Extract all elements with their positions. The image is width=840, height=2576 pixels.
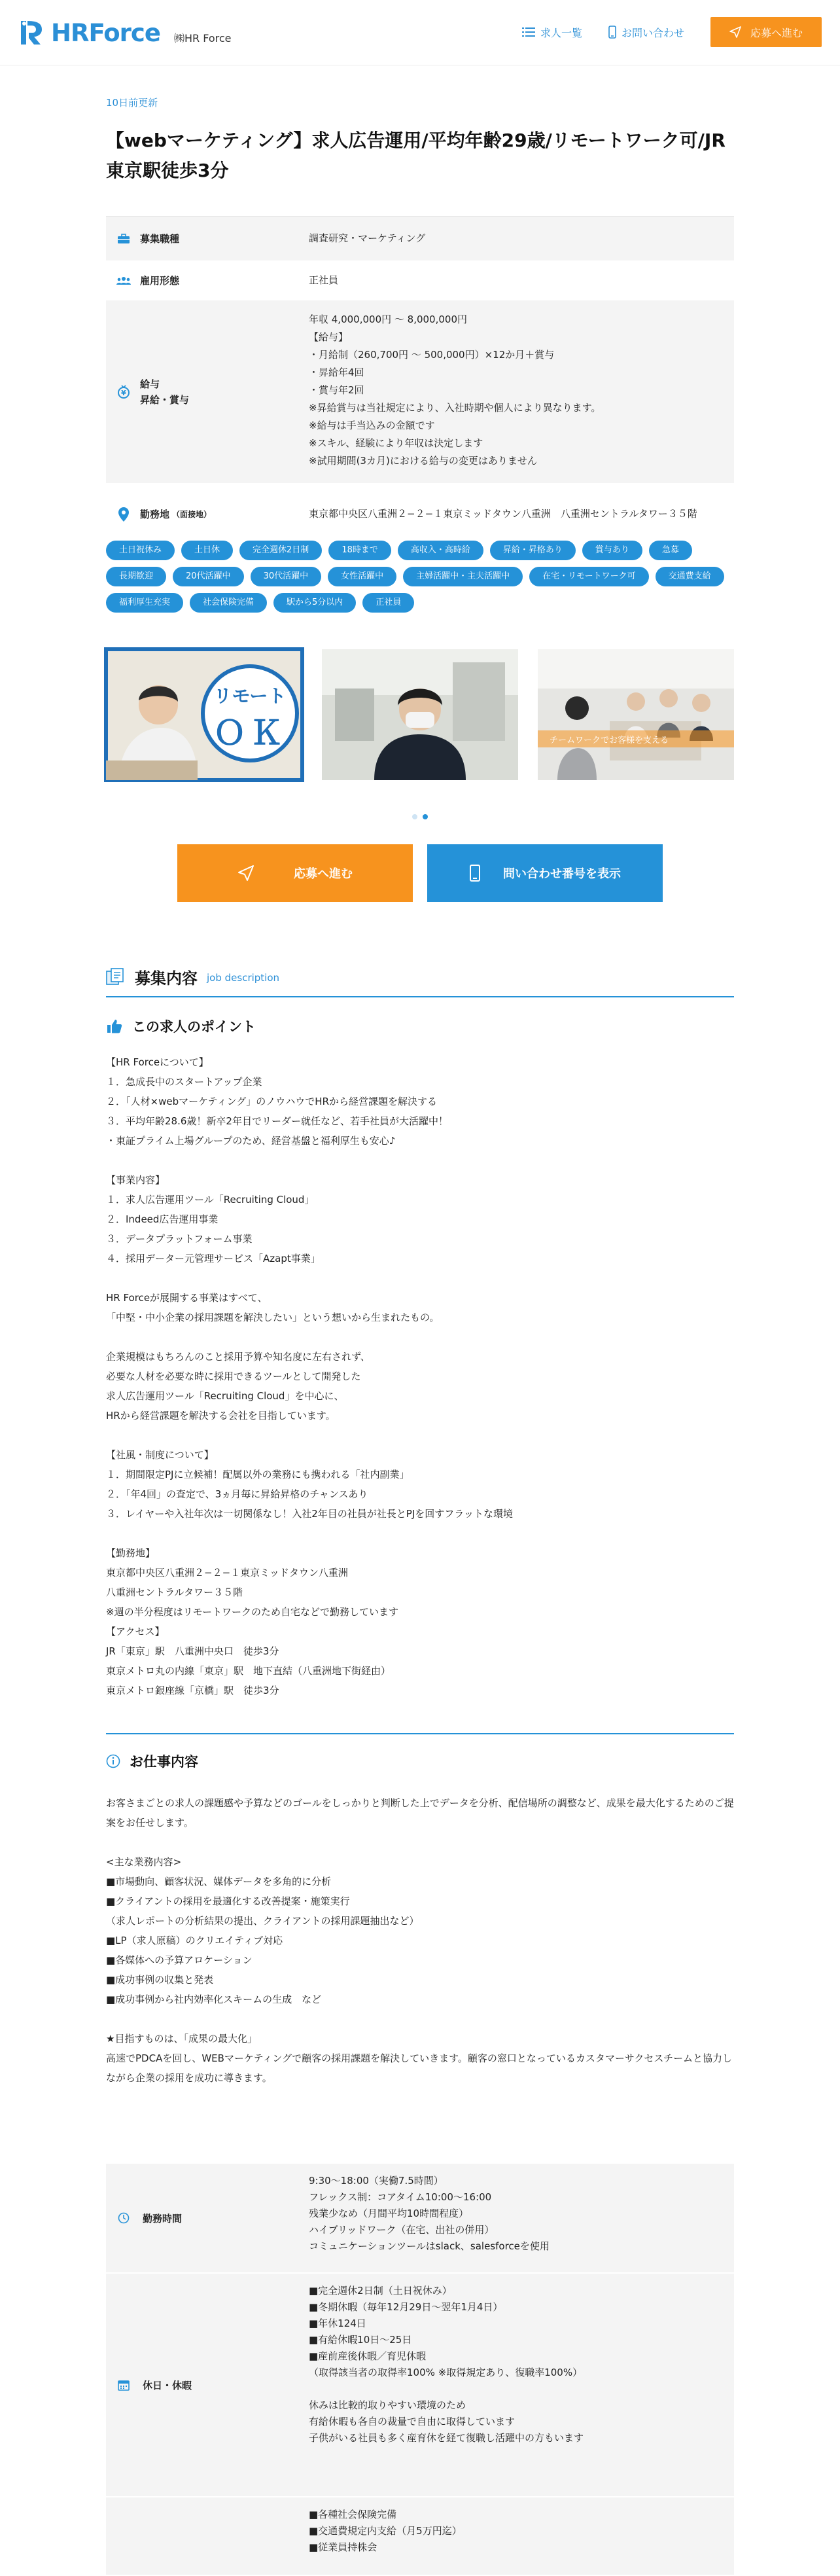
- salary-label-group: [140, 376, 189, 408]
- hours-label: 勤務時間: [143, 2212, 183, 2225]
- category-label-cell: [106, 217, 309, 260]
- location-sub-label: （面接地）: [172, 510, 212, 519]
- list-icon: [522, 27, 535, 37]
- hrforce-logo-icon: [18, 18, 47, 47]
- job-description-heading: [106, 957, 734, 997]
- remote-text: リモート: [213, 685, 287, 707]
- benefits-value: ■各種社会保険完備 ■交通費規定内支給（月5万円迄） ■従業員持株会: [309, 2509, 462, 2553]
- category-value: 調査研究・マーケティング: [309, 232, 426, 244]
- feature-tag: 長期歓迎: [106, 567, 166, 586]
- summary-row-category: [106, 217, 734, 261]
- salary-icon: [116, 385, 131, 399]
- employment-value: 正社員: [309, 274, 339, 286]
- header-apply-button[interactable]: [710, 17, 822, 47]
- hours-label-cell: [106, 2164, 309, 2272]
- summary-row-salary: [106, 300, 734, 484]
- feature-tags: [106, 541, 734, 619]
- category-label: 募集職種: [140, 233, 180, 245]
- salary-value: 年収 4,000,000円 〜 8,000,000円 【給与】 ・月給制（260,700円 〜 500,000円）×12か月＋賞与 ・昇給年4回 ・賞与年2回 ※昇給賞与は当社規定により、入社時期や個人により異なります。 ※給与は手当込みの金額です ※スキル、経験により年収は決定します ※試用期間(3カ月)における給与の変更はありません: [309, 313, 601, 467]
- salary-label-cell: [106, 300, 309, 483]
- feature-tag: 土日祝休み: [106, 541, 175, 560]
- feature-tag: 主婦活躍中・主夫活躍中: [403, 567, 523, 586]
- feature-tag: 駅から5分以内: [273, 593, 356, 613]
- site-header: [0, 0, 840, 65]
- logo-text: HRForce: [51, 18, 160, 47]
- nav-contact-link[interactable]: [608, 18, 684, 46]
- feature-tag: 土日休: [181, 541, 233, 560]
- feature-tag: 交通費支給: [656, 567, 724, 586]
- thumbs-up-icon: [106, 1018, 123, 1035]
- benefits-label-cell: [106, 2497, 309, 2575]
- job-title: 【webマーケティング】求人広告運用/平均年齢29歳/リモートワーク可/JR東京駅徒歩3分: [106, 130, 726, 181]
- feature-tag: 急募: [649, 541, 692, 560]
- job-point-body: 【HR Forceについて】 １．急成長中のスタートアップ企業 ２．「人材×webマーケティング」のノウハウでHRから経営課題を解決する ３．平均年齢28.6歳！新卒2年目でリーダー就任など、若手社員が大活躍中！ ・東証プライム上場グループのため、経営基盤と福利厚生も安心♪ 【事業内容】 １．求人広告運用ツール「Recruiting Cloud」 ２．Indeed広告運用事業 ３．データプラットフォーム事業 ４．採用データー元管理サービス「Azapt事業」 HR Forceが展開する事業はすべて、 「中堅・中小企業の採用課題を解決したい」という想いから生まれたもの。 企業規模はもちろんのこと採用予算や知名度に左右されず、 必要な人材を必要な時に採用できるツールとして開発した 求人広告運用ツール「Recruiting Cloud」を中心に、 HRから経営課題を解決する会社を目指しています。 【社風・制度について】 １．期間限定PJに立候補！配属以外の業務にも携われる「社内副業」 ２．「年4回」の査定で、3ヵ月毎に昇給昇格のチャンスあり ３．レイヤーや入社年次は一切関係なし！入社2年目の社員が社長とPJを回すフラットな環境 【勤務地】 東京都中央区八重洲２−２−１東京ミッドタウン八重洲 八重洲セントラルタワー３５階 ※週の半分程度はリモートワークのため自宅などで勤務しています 【アクセス】 JR「東京」駅 八重洲中央口 徒歩3分 東京メトロ丸の内線「東京」駅 地下直結（八重洲地下街経由） 東京メトロ銀座線「京橋」駅 徒歩3分: [106, 1056, 513, 1696]
- nav-jobs-label: 求人一覧: [540, 26, 582, 39]
- holiday-label-cell: [106, 2274, 309, 2496]
- work-content-title: お仕事内容: [130, 1754, 198, 1770]
- feature-tag: 昇給・昇格あり: [490, 541, 576, 560]
- summary-table: [106, 216, 734, 545]
- holiday-label: 休日・休暇: [143, 2379, 192, 2391]
- feature-tag: 完全週休2日制: [239, 541, 322, 560]
- feature-tag: 社会保険完備: [190, 593, 267, 613]
- job-description-title: 募集内容: [135, 969, 198, 988]
- calendar-icon: [116, 2379, 131, 2391]
- office-worker-image: [322, 649, 518, 780]
- team-meeting-image: [538, 649, 734, 780]
- photo-carousel[interactable]: [106, 649, 734, 780]
- benefits-row: [106, 2497, 734, 2576]
- document-icon: [106, 968, 126, 985]
- cta-buttons: [106, 844, 734, 902]
- location-label: 勤務地: [140, 509, 170, 520]
- summary-row-employment: [106, 261, 734, 300]
- photo-team-meeting: [538, 649, 734, 780]
- summary-row-location: [106, 484, 734, 545]
- hours-row: [106, 2164, 734, 2274]
- header-apply-label: 応募へ進む: [750, 26, 803, 39]
- send-icon: [729, 26, 741, 38]
- hrforce-logo[interactable]: [18, 18, 160, 47]
- phone-icon: [469, 864, 481, 882]
- salary-label2: 昇給・賞与: [140, 393, 190, 406]
- carousel-dot-1[interactable]: [412, 814, 417, 819]
- photo-remote-ok: [106, 649, 302, 780]
- location-label-cell: [106, 484, 309, 545]
- feature-tag: 高収入・高時給: [398, 541, 483, 560]
- nav-contact-label: お問い合わせ: [621, 26, 684, 39]
- map-pin-icon: [116, 507, 131, 522]
- photo-office-worker: [322, 649, 518, 780]
- employment-label-cell: [106, 261, 309, 300]
- nav-jobs-link[interactable]: [522, 18, 582, 46]
- work-content-body: お客さまごとの求人の課題感や予算などのゴールをしっかりと判断した上でデータを分析、配信場所の調整など、成果を最大化するためのご提案をお任せします。 <主な業務内容> ■市場動向、顧客状況、媒体データを多角的に分析 ■クライアントの採用を最適化する改善提案・施策実行 （求人レポートの分析結果の提出、クライアントの採用課題抽出など） ■LP（求人原稿）のクリエイティブ対応 ■各媒体への予算アロケーション ■成功事例の収集と発表 ■成功事例から社内効率化スキームの生成 など ★目指すものは、「成果の最大化」 高速でPDCAを回し、WEBマーケティングで顧客の採用課題を解決していきます。顧客の窓口となっているカスタマーサクセスチームと協力しながら企業の採用を成功に導きます。: [106, 1797, 734, 2084]
- hours-value: 9:30〜18:00（実働7.5時間） フレックス制：コアタイム10:00〜16:00 残業少なめ（月間平均10時間程度） ハイブリッドワーク（在宅、出社の併用） コミュニケーションツールはslack、salesforceを使用: [309, 2175, 550, 2252]
- info-icon: [106, 1754, 120, 1768]
- holiday-row: [106, 2274, 734, 2497]
- feature-tag: 30代活躍中: [251, 567, 322, 586]
- holiday-value: ■完全週休2日制（土日祝休み） ■冬期休暇（毎年12月29日〜翌年1月4日） ■年休124日 ■有給休暇10日〜25日 ■産前産後休暇／育児休暇 （取得該当者の取得率100% ※取得規定あり、復職率100%） 休みは比較的取りやすい環境のため 有給休暇も各自の裁量で自由に取得しています 子供がいる社員も多く産育休を経て復職し活躍中の方もいます: [309, 2285, 584, 2444]
- carousel-dot-2[interactable]: [423, 814, 428, 819]
- apply-button-label: 応募へ進む: [294, 867, 353, 881]
- show-phone-button[interactable]: [427, 844, 663, 902]
- location-value: 東京都中央区八重洲２−２−１東京ミッドタウン八重洲 八重洲セントラルタワー３５階: [309, 508, 697, 520]
- show-phone-label: 問い合わせ番号を表示: [503, 867, 621, 881]
- send-icon: [237, 865, 254, 882]
- clock-icon: [116, 2212, 131, 2224]
- job-point-heading: [106, 1013, 734, 1039]
- briefcase-icon: [116, 234, 131, 244]
- people-icon: [116, 276, 131, 285]
- salary-label: 給与: [140, 378, 160, 390]
- feature-tag: 福利厚生充実: [106, 593, 183, 613]
- feature-tag: 在宅・リモートワーク可: [529, 567, 648, 586]
- feature-tag: 20代活躍中: [173, 567, 244, 586]
- feature-tag: 18時まで: [328, 541, 391, 560]
- svg-text:¥: ¥: [121, 388, 126, 397]
- work-content-heading: [106, 1733, 734, 1788]
- job-point-title: この求人のポイント: [132, 1019, 256, 1035]
- feature-tag: 賞与あり: [582, 541, 642, 560]
- updated-label: 10日前更新: [106, 97, 158, 109]
- ok-text: ＯＫ: [213, 714, 287, 752]
- feature-tag: 正社員: [362, 593, 414, 613]
- phone-icon: [608, 26, 616, 39]
- header-nav: [522, 17, 822, 47]
- carousel-dots: [106, 814, 734, 819]
- conditions-table: [106, 2164, 734, 2576]
- company-name: ㈱HR Force: [174, 32, 232, 45]
- job-description-subtitle: job description: [207, 972, 280, 984]
- photo-caption: チームワークでお客様を支える: [550, 736, 669, 745]
- employment-label: 雇用形態: [140, 275, 180, 287]
- feature-tag: 女性活躍中: [328, 567, 396, 586]
- apply-button[interactable]: [177, 844, 413, 902]
